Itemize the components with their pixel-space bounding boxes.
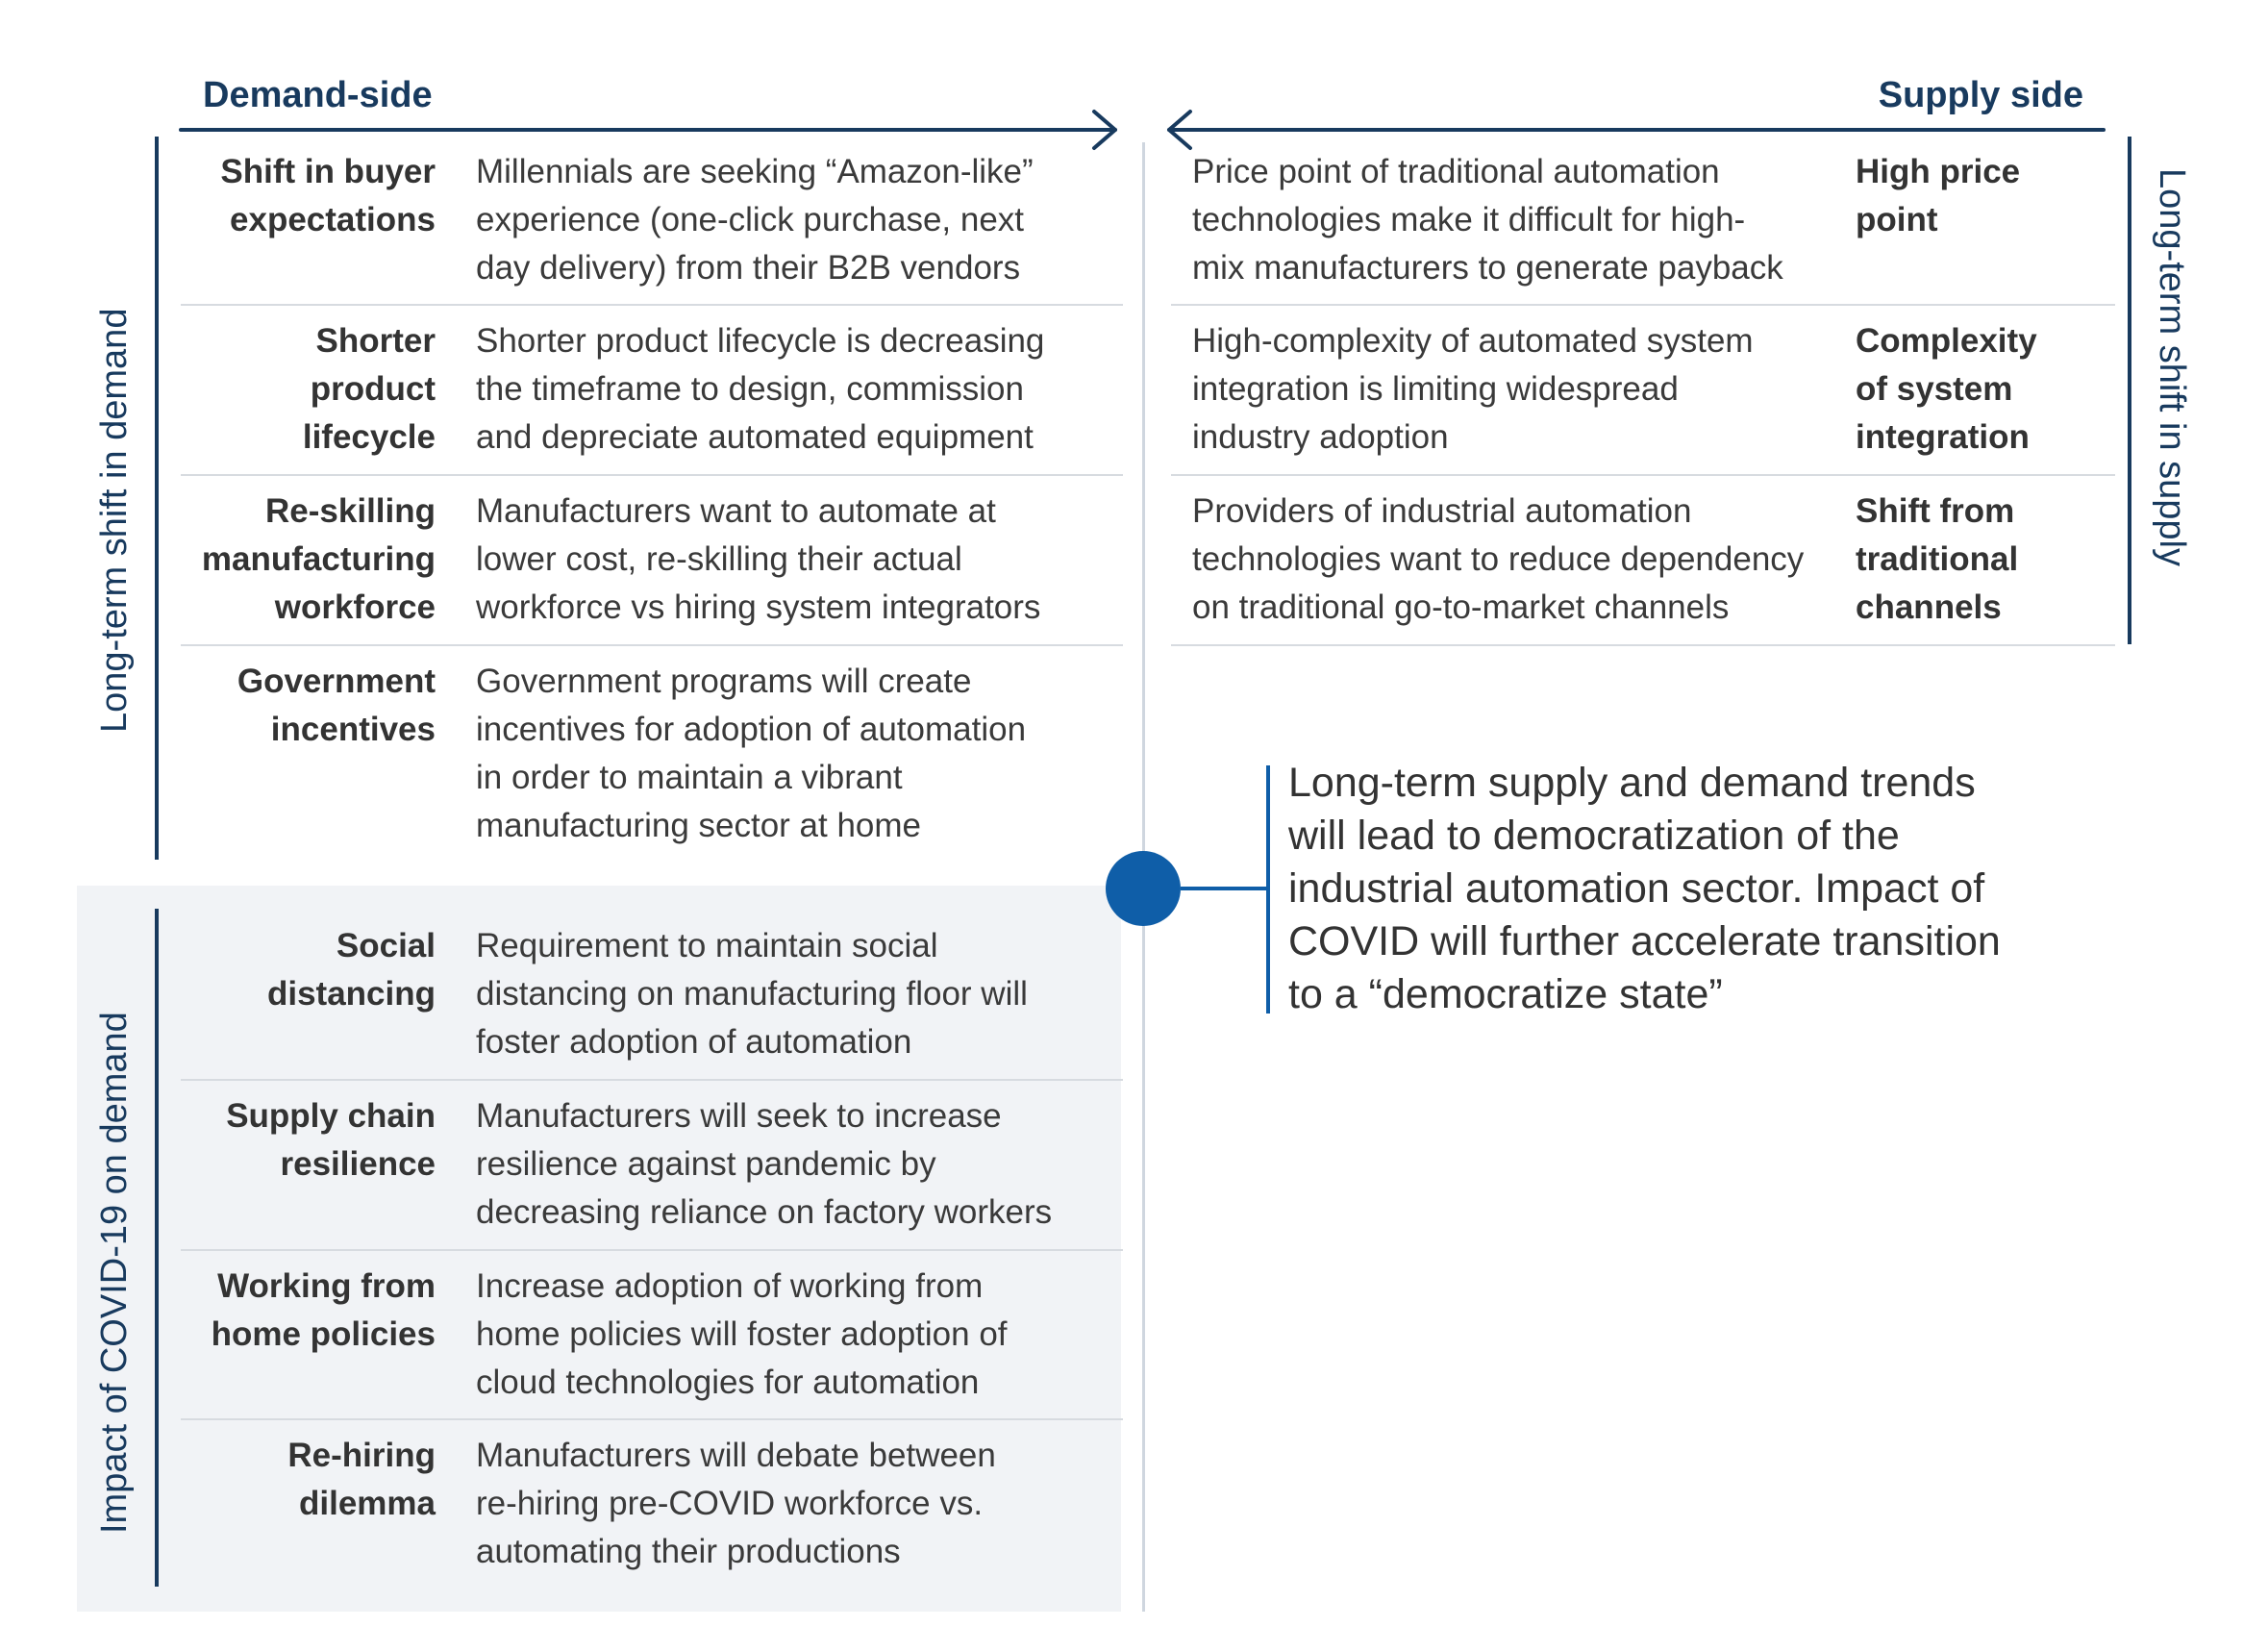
- supply-side-header: Supply side: [1878, 75, 2083, 115]
- supply-row-text: High-complexity of automated system integration is limiting widespread industry adoption: [1192, 322, 1754, 456]
- long-term-supply-label: Long-term shift in supply: [2152, 168, 2192, 566]
- covid-row-label: Social distancing: [266, 927, 436, 1013]
- demand-row-text: Millennials are seeking “Amazon-like” experience (one-click purchase, next day delivery) from their B2B vendors: [476, 153, 1034, 287]
- demand-row-label: Shift in buyer expectations: [220, 153, 436, 238]
- row-divider: [1171, 474, 2115, 476]
- demand-row-label: Re-skilling manufacturing workforce: [201, 492, 436, 626]
- demand-row-text: Manufacturers want to automate at lower cost, re-skilling their actual workforce vs hiring system integrators: [476, 492, 1041, 626]
- summary-bracket: [1266, 765, 1270, 1014]
- connector-dot: [1106, 851, 1181, 926]
- row-divider: [181, 1079, 1123, 1081]
- demand-row-label: Government incentives: [237, 663, 436, 748]
- row-divider: [1171, 644, 2115, 646]
- demand-row-text: Government programs will create incentives for adoption of automation in order to maintain a vibrant manufacturing sector at home: [476, 663, 1027, 844]
- covid-row-text: Increase adoption of working from home policies will foster adoption of cloud technologies for automation: [476, 1267, 1008, 1401]
- demand-row-label: Shorter product lifecycle: [302, 322, 436, 456]
- covid-bracket-line: [155, 909, 159, 1587]
- supply-row-text: Providers of industrial automation technologies want to reduce dependency on traditional go-to-market channels: [1192, 492, 1805, 626]
- supply-row-label: Shift from traditional channels: [1856, 492, 2019, 626]
- covid-demand-label: Impact of COVID-19 on demand: [94, 1012, 135, 1534]
- row-divider: [1171, 304, 2115, 306]
- covid-row-text: Requirement to maintain social distancing on manufacturing floor will foster adoption of automation: [476, 927, 1028, 1061]
- demand-row-text: Shorter product lifecycle is decreasing the timeframe to design, commission and depreciate automated equipment: [476, 322, 1045, 456]
- supply-bracket-line: [2128, 137, 2131, 644]
- long-term-demand-label: Long-term shift in demand: [94, 308, 135, 733]
- summary-text: Long-term supply and demand trends will lead to democratization of the industrial automation sector. Impact of COVID will further accelerate transition to a “democratize state”: [1288, 760, 2001, 1017]
- covid-row-text: Manufacturers will debate between re-hiring pre-COVID workforce vs. automating their productions: [476, 1437, 996, 1570]
- row-divider: [181, 1418, 1123, 1420]
- supply-row-label: High price point: [1856, 153, 2021, 238]
- connector-line: [1181, 887, 1268, 890]
- supply-row-text: Price point of traditional automation technologies make it difficult for high- mix manufacturers to generate payback: [1192, 153, 1783, 287]
- covid-row-label: Re-hiring dilemma: [287, 1437, 436, 1522]
- supply-table: [1171, 0, 2115, 673]
- covid-row-text: Manufacturers will seek to increase resilience against pandemic by decreasing reliance on factory workers: [476, 1097, 1053, 1231]
- row-divider: [181, 1249, 1123, 1251]
- supply-row-label: Complexity of system integration: [1856, 322, 2037, 456]
- demand-side-header: Demand-side: [203, 75, 433, 115]
- demand-bracket-line: [155, 137, 159, 860]
- covid-row-label: Supply chain resilience: [226, 1097, 436, 1183]
- covid-table: [181, 0, 1123, 1635]
- covid-row-label: Working from home policies: [211, 1267, 436, 1353]
